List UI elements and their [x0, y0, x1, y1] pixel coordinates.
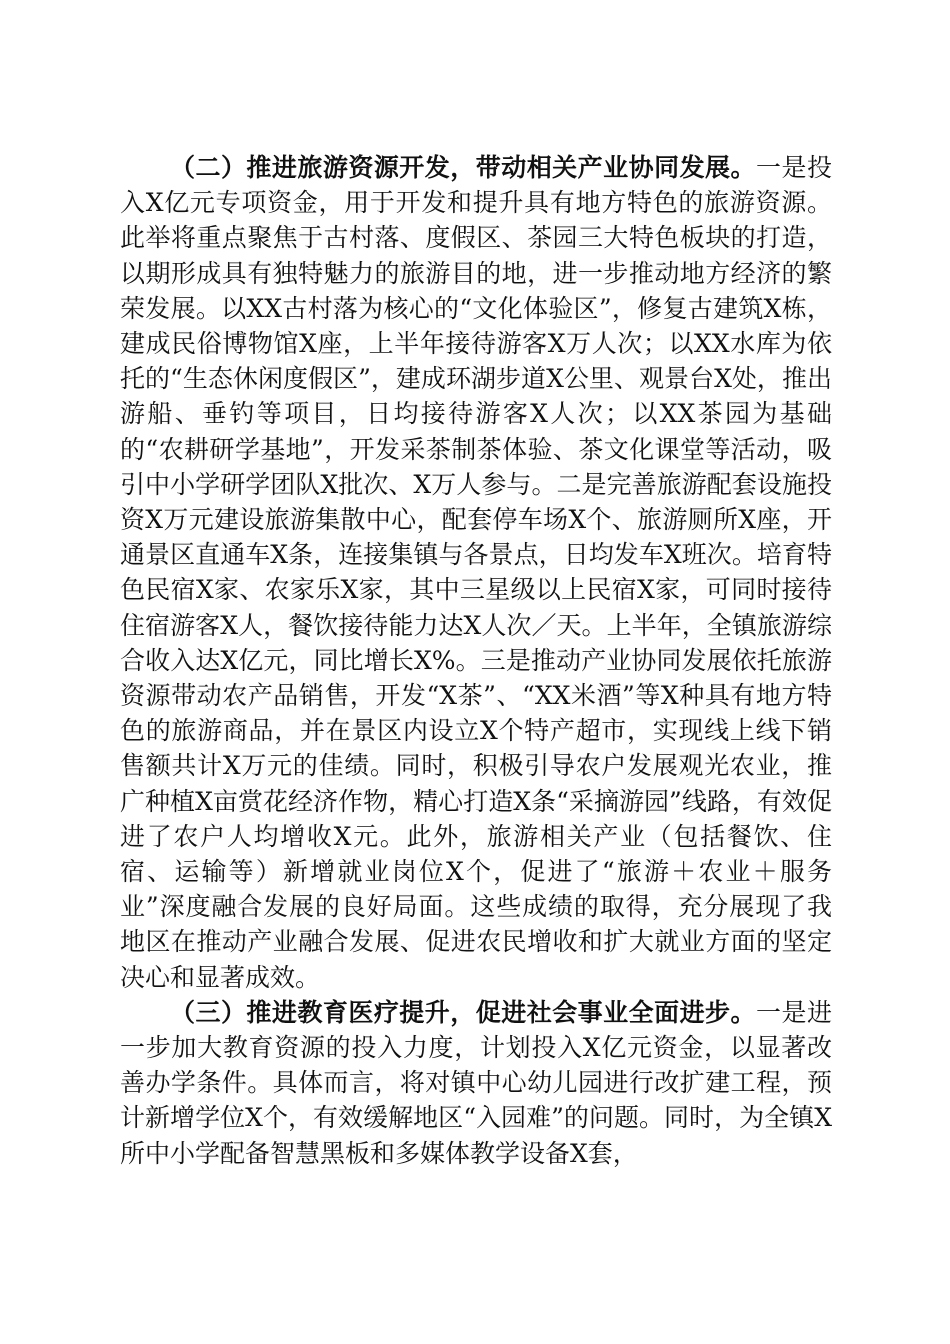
- section-body-education: 一是进一步加大教育资源的投入力度，计划投入X亿元资金，以显著改善办学条件。具体而言，将对镇中心幼儿园进行改扩建工程，预计新增学位X个，有效缓解地区“入园难”的问题。同时，为全镇X所中小学配备智慧黑板和多媒体教学设备X套，: [120, 997, 832, 1168]
- section-heading-tourism: （二）推进旅游资源开发，带动相关产业协同发展。: [170, 153, 757, 182]
- section-body-tourism: 一是投入X亿元专项资金，用于开发和提升具有地方特色的旅游资源。此举将重点聚焦于古村落、度假区、茶园三大特色板块的打造，以期形成具有独特魅力的旅游目的地，进一步推动地方经济的繁荣发展。以XX古村落为核心的“文化体验区”，修复古建筑X栋，建成民俗博物馆X座，上半年接待游客X万人次；以XX水库为依托的“生态休闲度假区”，建成环湖步道X公里、观景台X处，推出游船、垂钓等项目，日均接待游客X人次；以XX茶园为基础的“农耕研学基地”，开发采茶制茶体验、茶文化课堂等活动，吸引中小学研学团队X批次、X万人参与。二是完善旅游配套设施投资X万元建设旅游集散中心，配套停车场X个、旅游厕所X座，开通景区直通车X条，连接集镇与各景点，日均发车X班次。培育特色民宿X家、农家乐X家，其中三星级以上民宿X家，可同时接待住宿游客X人，餐饮接待能力达X人次／天。上半年，全镇旅游综合收入达X亿元，同比增长X%。三是推动产业协同发展依托旅游资源带动农产品销售，开发“X茶”、“XX米酒”等X种具有地方特色的旅游商品，并在景区内设立X个特产超市，实现线上线下销售额共计X万元的佳绩。同时，积极引导农户发展观光农业，推广种植X亩赏花经济作物，精心打造X条“采摘游园”线路，有效促进了农户人均增收X元。此外，旅游相关产业（包括餐饮、住宿、运输等）新增就业岗位X个，促进了“旅游＋农业＋服务业”深度融合发展的良好局面。这些成绩的取得，充分展现了我地区在推动产业融合发展、促进农民增收和扩大就业方面的坚定决心和显著成效。: [120, 153, 832, 992]
- section-paragraph-education: [120, 995, 832, 1171]
- section-paragraph-tourism: [120, 150, 832, 995]
- section-heading-education: （三）推进教育医疗提升，促进社会事业全面进步。: [170, 997, 757, 1027]
- document-page: [120, 150, 832, 1171]
